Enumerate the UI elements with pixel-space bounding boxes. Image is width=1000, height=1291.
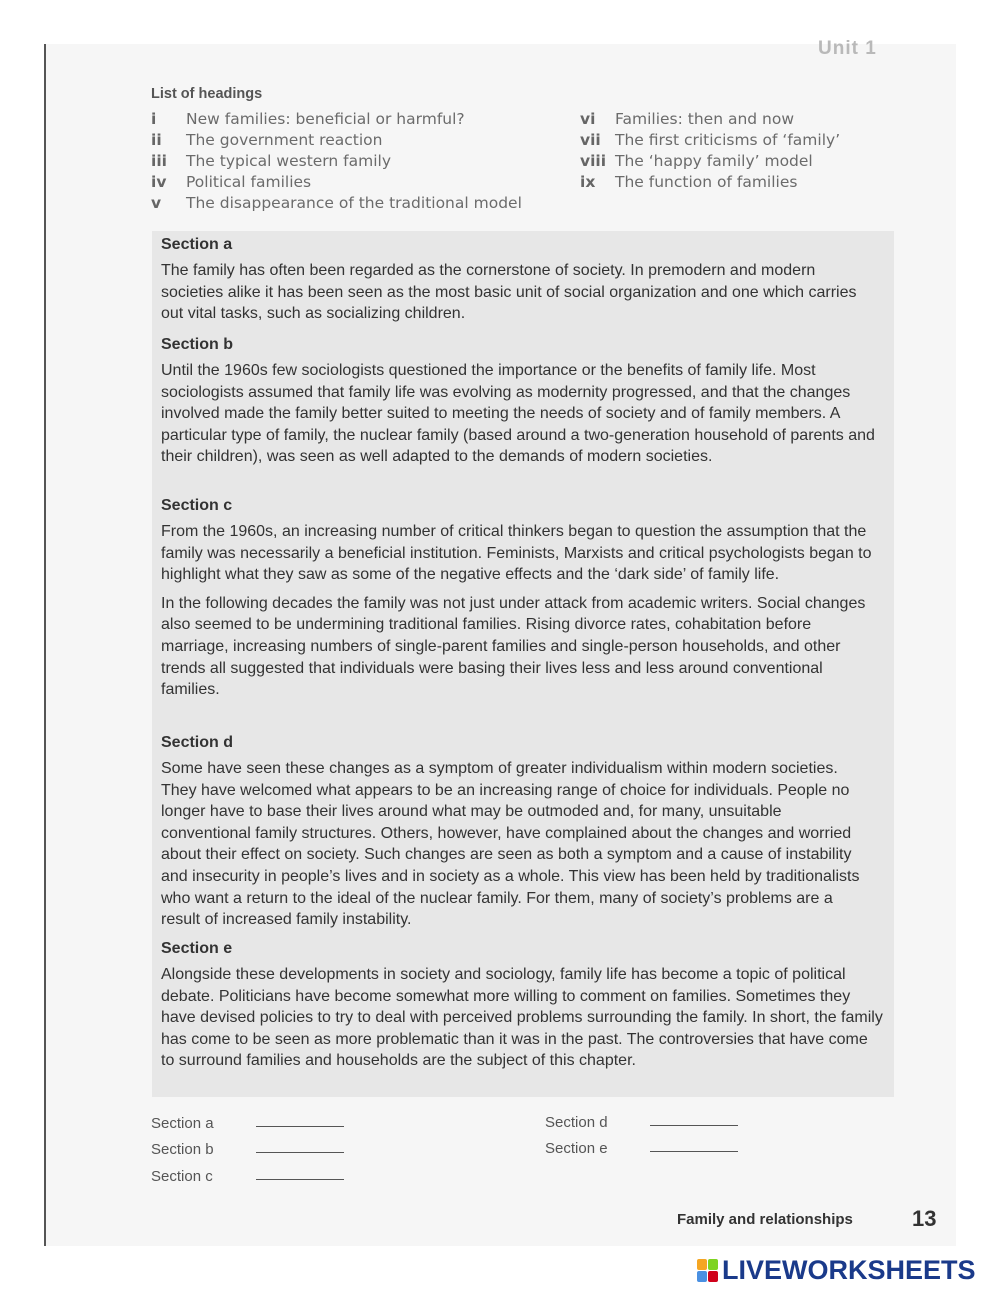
- heading-number: iii: [151, 151, 167, 170]
- logo-square-icon: [697, 1271, 707, 1282]
- logo-square-icon: [708, 1271, 718, 1282]
- headings-column-2: [580, 109, 840, 192]
- answer-label: Section d: [545, 1113, 608, 1131]
- liveworksheets-logo-icon: [697, 1259, 719, 1283]
- headings-title: List of headings: [151, 86, 263, 102]
- heading-number: v: [151, 193, 162, 212]
- heading-text: Families: then and now: [615, 110, 795, 129]
- section-d: [161, 734, 873, 931]
- answer-field-c[interactable]: [256, 1179, 344, 1180]
- page-number: 13: [912, 1206, 937, 1231]
- section-b: [161, 336, 883, 468]
- heading-text: The typical western family: [186, 151, 391, 170]
- heading-text: The government reaction: [186, 131, 383, 150]
- heading-text: New families: beneficial or harmful?: [186, 110, 465, 129]
- answer-row: [545, 1109, 738, 1136]
- answer-row: [545, 1136, 738, 1163]
- heading-number: ii: [151, 131, 162, 150]
- answer-label: Section e: [545, 1140, 608, 1158]
- section-title: Section b: [161, 336, 234, 353]
- headings-column-1: [151, 109, 522, 213]
- brand-name: LIVEWORKSHEETS: [722, 1255, 976, 1285]
- answer-field-a[interactable]: [256, 1126, 344, 1127]
- answer-field-e[interactable]: [650, 1151, 738, 1152]
- answer-label: Section b: [151, 1141, 214, 1159]
- heading-number: i: [151, 110, 157, 129]
- answer-row: [151, 1163, 344, 1190]
- answer-column-left: [151, 1110, 344, 1190]
- section-paragraph: In the following decades the family was not just under attack from academic writers. Social changes also seemed to be undermining traditional families. Rising divorce rates, cohabitation before marriage, increasing numbers of single-parent families and single-person households, and other trends all suggested that individuals were basing their lives less and less around conventional families.: [161, 594, 866, 699]
- heading-text: The function of families: [615, 172, 798, 191]
- answer-field-d[interactable]: [650, 1125, 738, 1126]
- heading-text: Political families: [186, 172, 312, 191]
- section-paragraph: Until the 1960s few sociologists questioned the importance or the benefits of family life. Most sociologists assumed that family life was evolving as modernity progressed, and that the changes involved made the family better suited to meeting the needs of society and of family members. A particular type of family, the nuclear family (based around a two-generation household of parents and their children), was seen as well adapted to the demands of modern societies.: [161, 362, 875, 466]
- section-title: Section e: [161, 940, 233, 957]
- heading-item: [580, 109, 840, 130]
- heading-item: [151, 130, 522, 151]
- heading-item: [580, 171, 840, 192]
- section-paragraph: Some have seen these changes as a symptom of greater individualism within modern societies. They have welcomed what appears to be an increasing range of choice for individuals. People no longer have to base their lives around what may be outmoded and, for many, unsuitable conventional family structures. Others, however, have complained about the changes and worried about their effect on society. Such changes are seen as both a symptom and a cause of instability and insecurity in people’s lives and in society as a whole. This view has been held by traditionalists who want a return to the ideal of the nuclear family. For them, many of society’s problems are a result of increased family instability.: [161, 760, 860, 929]
- heading-number: ix: [580, 172, 596, 191]
- heading-item: [580, 130, 840, 151]
- section-a: [161, 236, 877, 325]
- heading-item: [151, 192, 522, 213]
- heading-number: vi: [580, 110, 596, 129]
- footer-title: Family and relationships: [677, 1211, 853, 1228]
- answer-label: Section a: [151, 1114, 214, 1132]
- heading-number: iv: [151, 172, 167, 191]
- liveworksheets-brand: [697, 1255, 976, 1286]
- section-paragraph: Alongside these developments in society and sociology, family life has become a topic of political debate. Politicians have become somewhat more willing to comment on families. Sometimes they have devised policies to try to deal with perceived problems surrounding the family. In short, the family has come to be seen as more problematic than it was in the past. The controversies that have come to surround families and households are the subject of this chapter.: [161, 966, 883, 1070]
- heading-item: [151, 109, 522, 130]
- section-paragraph: The family has often been regarded as the cornerstone of society. In premodern and modern societies alike it has been seen as the most basic unit of social organization and one which carries out vital tasks, such as socializing children.: [161, 262, 857, 323]
- section-title: Section d: [161, 734, 234, 751]
- unit-label: Unit 1: [818, 38, 877, 59]
- heading-item: [580, 151, 840, 172]
- logo-square-icon: [708, 1259, 718, 1270]
- logo-square-icon: [697, 1259, 707, 1270]
- answer-row: [151, 1137, 344, 1164]
- heading-text: The disappearance of the traditional model: [186, 193, 522, 212]
- answer-label: Section c: [151, 1167, 213, 1185]
- section-c: [161, 497, 877, 701]
- heading-text: The ‘happy family’ model: [615, 151, 813, 170]
- heading-text: The first criticisms of ‘family’: [615, 131, 841, 150]
- heading-number: viii: [580, 151, 607, 170]
- section-title: Section c: [161, 497, 233, 514]
- heading-item: [151, 151, 522, 172]
- section-title: Section a: [161, 236, 233, 253]
- answer-row: [151, 1110, 344, 1137]
- section-e: [161, 940, 883, 1072]
- heading-item: [151, 171, 522, 192]
- answer-field-b[interactable]: [256, 1152, 344, 1153]
- answer-column-right: [545, 1109, 738, 1162]
- heading-number: vii: [580, 131, 601, 150]
- section-paragraph: From the 1960s, an increasing number of critical thinkers began to question the assumption that the family was necessarily a beneficial institution. Feminists, Marxists and critical psychologists began to highlight what they saw as some of the negative effects and the ‘dark side’ of family life.: [161, 523, 872, 584]
